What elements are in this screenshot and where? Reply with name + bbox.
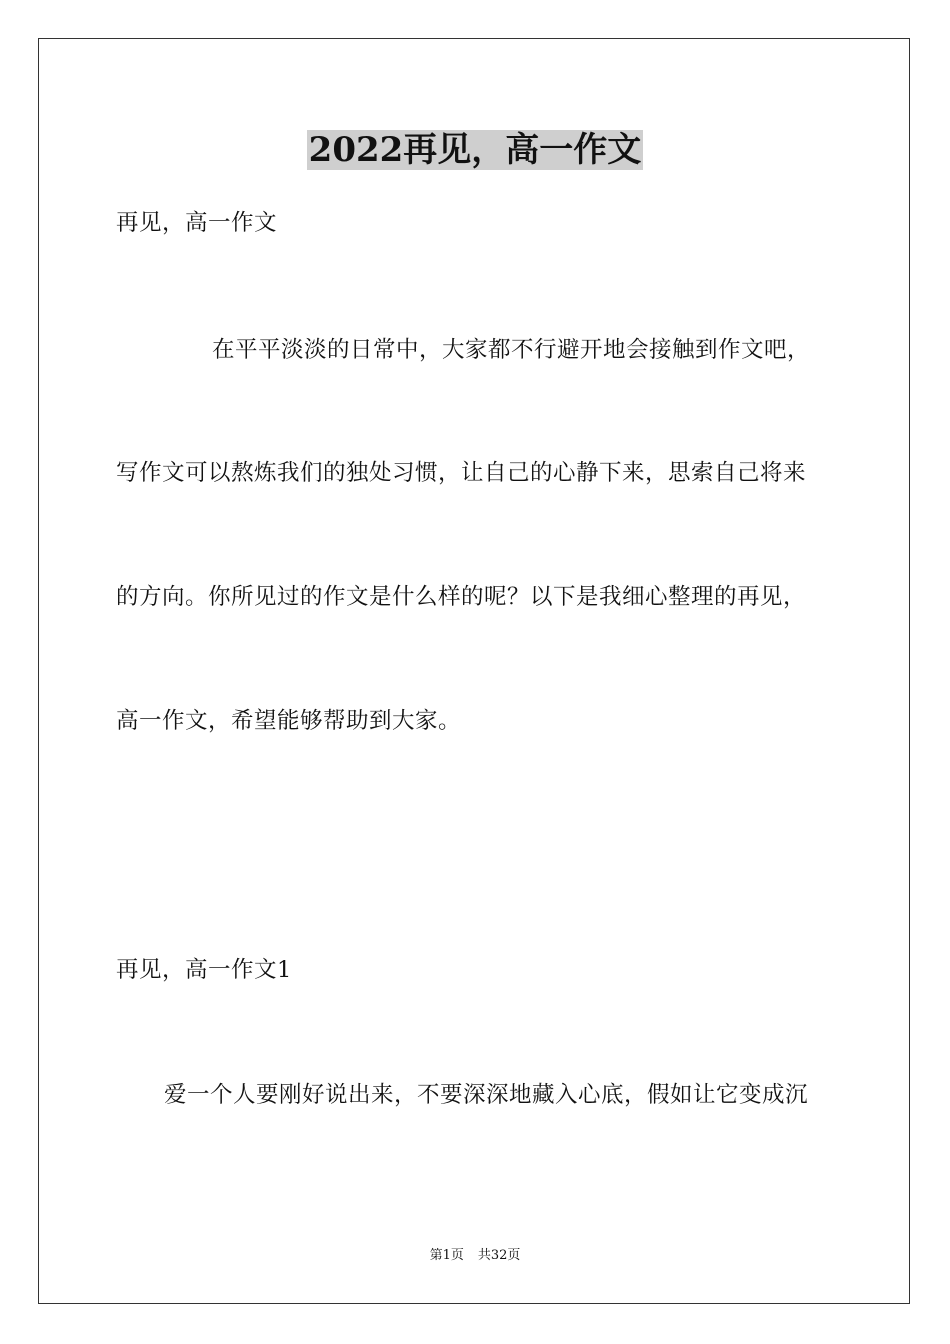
section-heading: 再见，高一作文1 bbox=[116, 957, 292, 983]
intro-line-1: 在平平淡淡的日常中，大家都不行避开地会接触到作文吧， bbox=[212, 337, 811, 363]
body-line-1: 爱一个人要刚好说出来，不要深深地藏入心底，假如让它变成沉 bbox=[164, 1082, 809, 1108]
document-title-text: 2022再见，高一作文 bbox=[308, 130, 642, 170]
intro-line-4: 高一作文，希望能够帮助到大家。 bbox=[116, 708, 462, 734]
page-footer bbox=[0, 1247, 950, 1265]
subtitle: 再见，高一作文 bbox=[116, 210, 278, 236]
intro-line-3: 的方向。你所见过的作文是什么样的呢？以下是我细心整理的再见， bbox=[116, 584, 807, 610]
page-total: 共32页 bbox=[477, 1248, 521, 1263]
page-number: 第1页 bbox=[429, 1248, 464, 1263]
document-title bbox=[0, 128, 950, 172]
intro-line-2: 写作文可以熬炼我们的独处习惯，让自己的心静下来，思索自己将来 bbox=[116, 460, 807, 486]
